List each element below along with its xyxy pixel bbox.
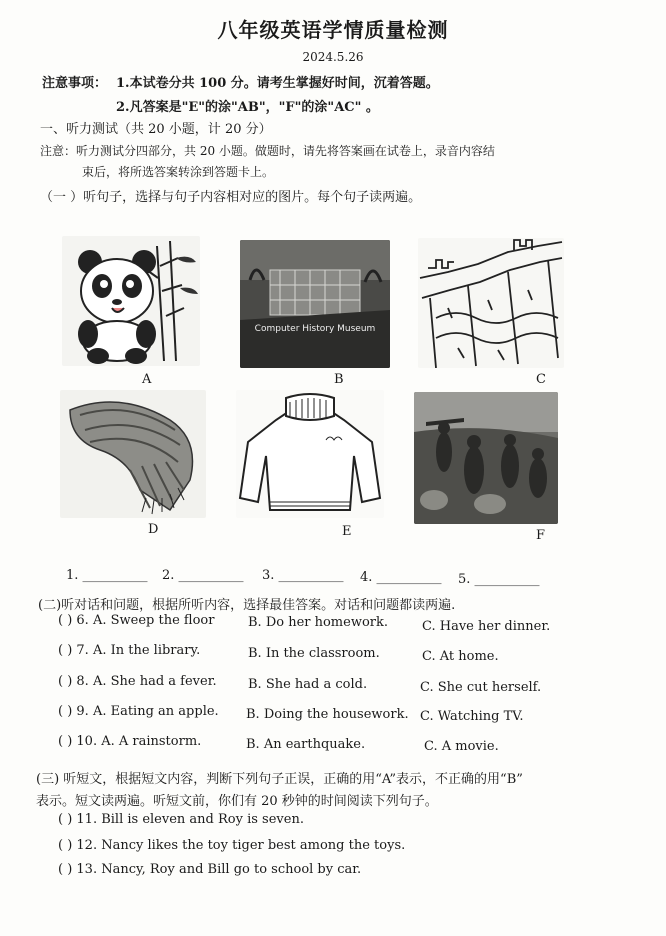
q8-option-a[interactable]: ( ) 8. A. She had a fever.	[58, 674, 217, 689]
q9-option-c[interactable]: C. Watching TV.	[420, 709, 524, 724]
picture-label-f: F	[536, 528, 546, 543]
section1-heading: 一、听力测试（共 20 小题，计 20 分）	[40, 122, 272, 137]
part1-instruction: （一 ）听句子，选择与句子内容相对应的图片。每个句子读两遍。	[40, 190, 422, 205]
farmers-scene-icon	[414, 392, 558, 524]
picture-label-e: E	[342, 524, 352, 539]
page-title: 八年级英语学情质量检测	[217, 18, 449, 42]
section1-note-1: 注意：听力测试分四部分，共 20 小题。做题时，请先将答案画在试卷上，录音内容结	[40, 144, 495, 158]
answer-blank-1[interactable]: 1. __________	[66, 568, 148, 583]
picture-label-c: C	[536, 372, 546, 387]
notes-line-1: 1.本试卷分共 100 分。请考生掌握好时间，沉着答题。	[116, 76, 439, 91]
answer-blank-4[interactable]: 4. __________	[360, 570, 442, 585]
q10-option-c[interactable]: C. A movie.	[424, 739, 499, 754]
q13-statement[interactable]: ( ) 13. Nancy, Roy and Bill go to school by car.	[58, 862, 362, 877]
museum-caption: Computer History Museum	[254, 324, 376, 334]
answer-blank-5[interactable]: 5. __________	[458, 572, 540, 587]
q6-option-a[interactable]: ( ) 6. A. Sweep the floor	[58, 613, 215, 628]
part3-instruction-2: 表示。短文读两遍。听短文前，你们有 20 秒钟的时间阅读下列句子。	[36, 794, 438, 809]
q8-option-c[interactable]: C. She cut herself.	[420, 680, 542, 695]
q10-option-b[interactable]: B. An earthquake.	[246, 737, 366, 752]
part3-instruction-1: (三) 听短文，根据短文内容，判断下列句子正误，正确的用“A”表示，不正确的用“B”	[36, 772, 523, 787]
q7-option-b[interactable]: B. In the classroom.	[248, 646, 380, 661]
q7-option-c[interactable]: C. At home.	[422, 649, 499, 664]
answer-blank-2[interactable]: 2. __________	[162, 568, 244, 583]
part2-instruction: (二)听对话和问题，根据所听内容，选择最佳答案。对话和问题都读两遍.	[38, 598, 456, 613]
picture-label-b: B	[334, 372, 344, 387]
q9-option-b[interactable]: B. Doing the housework.	[246, 707, 409, 722]
q8-option-b[interactable]: B. She had a cold.	[248, 677, 368, 692]
exam-date: 2024.5.26	[302, 50, 364, 64]
notes-line-2: 2.凡答案是"E"的涂"AB"，"F"的涂"AC" 。	[116, 100, 379, 115]
scarf-icon	[60, 390, 206, 518]
picture-label-d: D	[148, 522, 159, 537]
q10-option-a[interactable]: ( ) 10. A. A rainstorm.	[58, 734, 202, 749]
q9-option-a[interactable]: ( ) 9. A. Eating an apple.	[58, 704, 219, 719]
great-wall-icon	[418, 238, 564, 368]
q7-option-a[interactable]: ( ) 7. A. In the library.	[58, 643, 201, 658]
panda-bamboo-icon	[62, 236, 200, 366]
q11-statement[interactable]: ( ) 11. Bill is eleven and Roy is seven.	[58, 812, 304, 827]
answer-blank-3[interactable]: 3. __________	[262, 568, 344, 583]
picture-label-a: A	[142, 372, 152, 387]
q12-statement[interactable]: ( ) 12. Nancy likes the toy tiger best among the toys.	[58, 838, 406, 853]
notes-label: 注意事项：	[42, 76, 108, 91]
sweater-icon	[236, 390, 384, 518]
section1-note-2: 束后，将所选答案转涂到答题卡上。	[82, 165, 275, 179]
q6-option-b[interactable]: B. Do her homework.	[248, 615, 389, 630]
museum-building-icon	[240, 240, 390, 368]
q6-option-c[interactable]: C. Have her dinner.	[422, 619, 551, 634]
